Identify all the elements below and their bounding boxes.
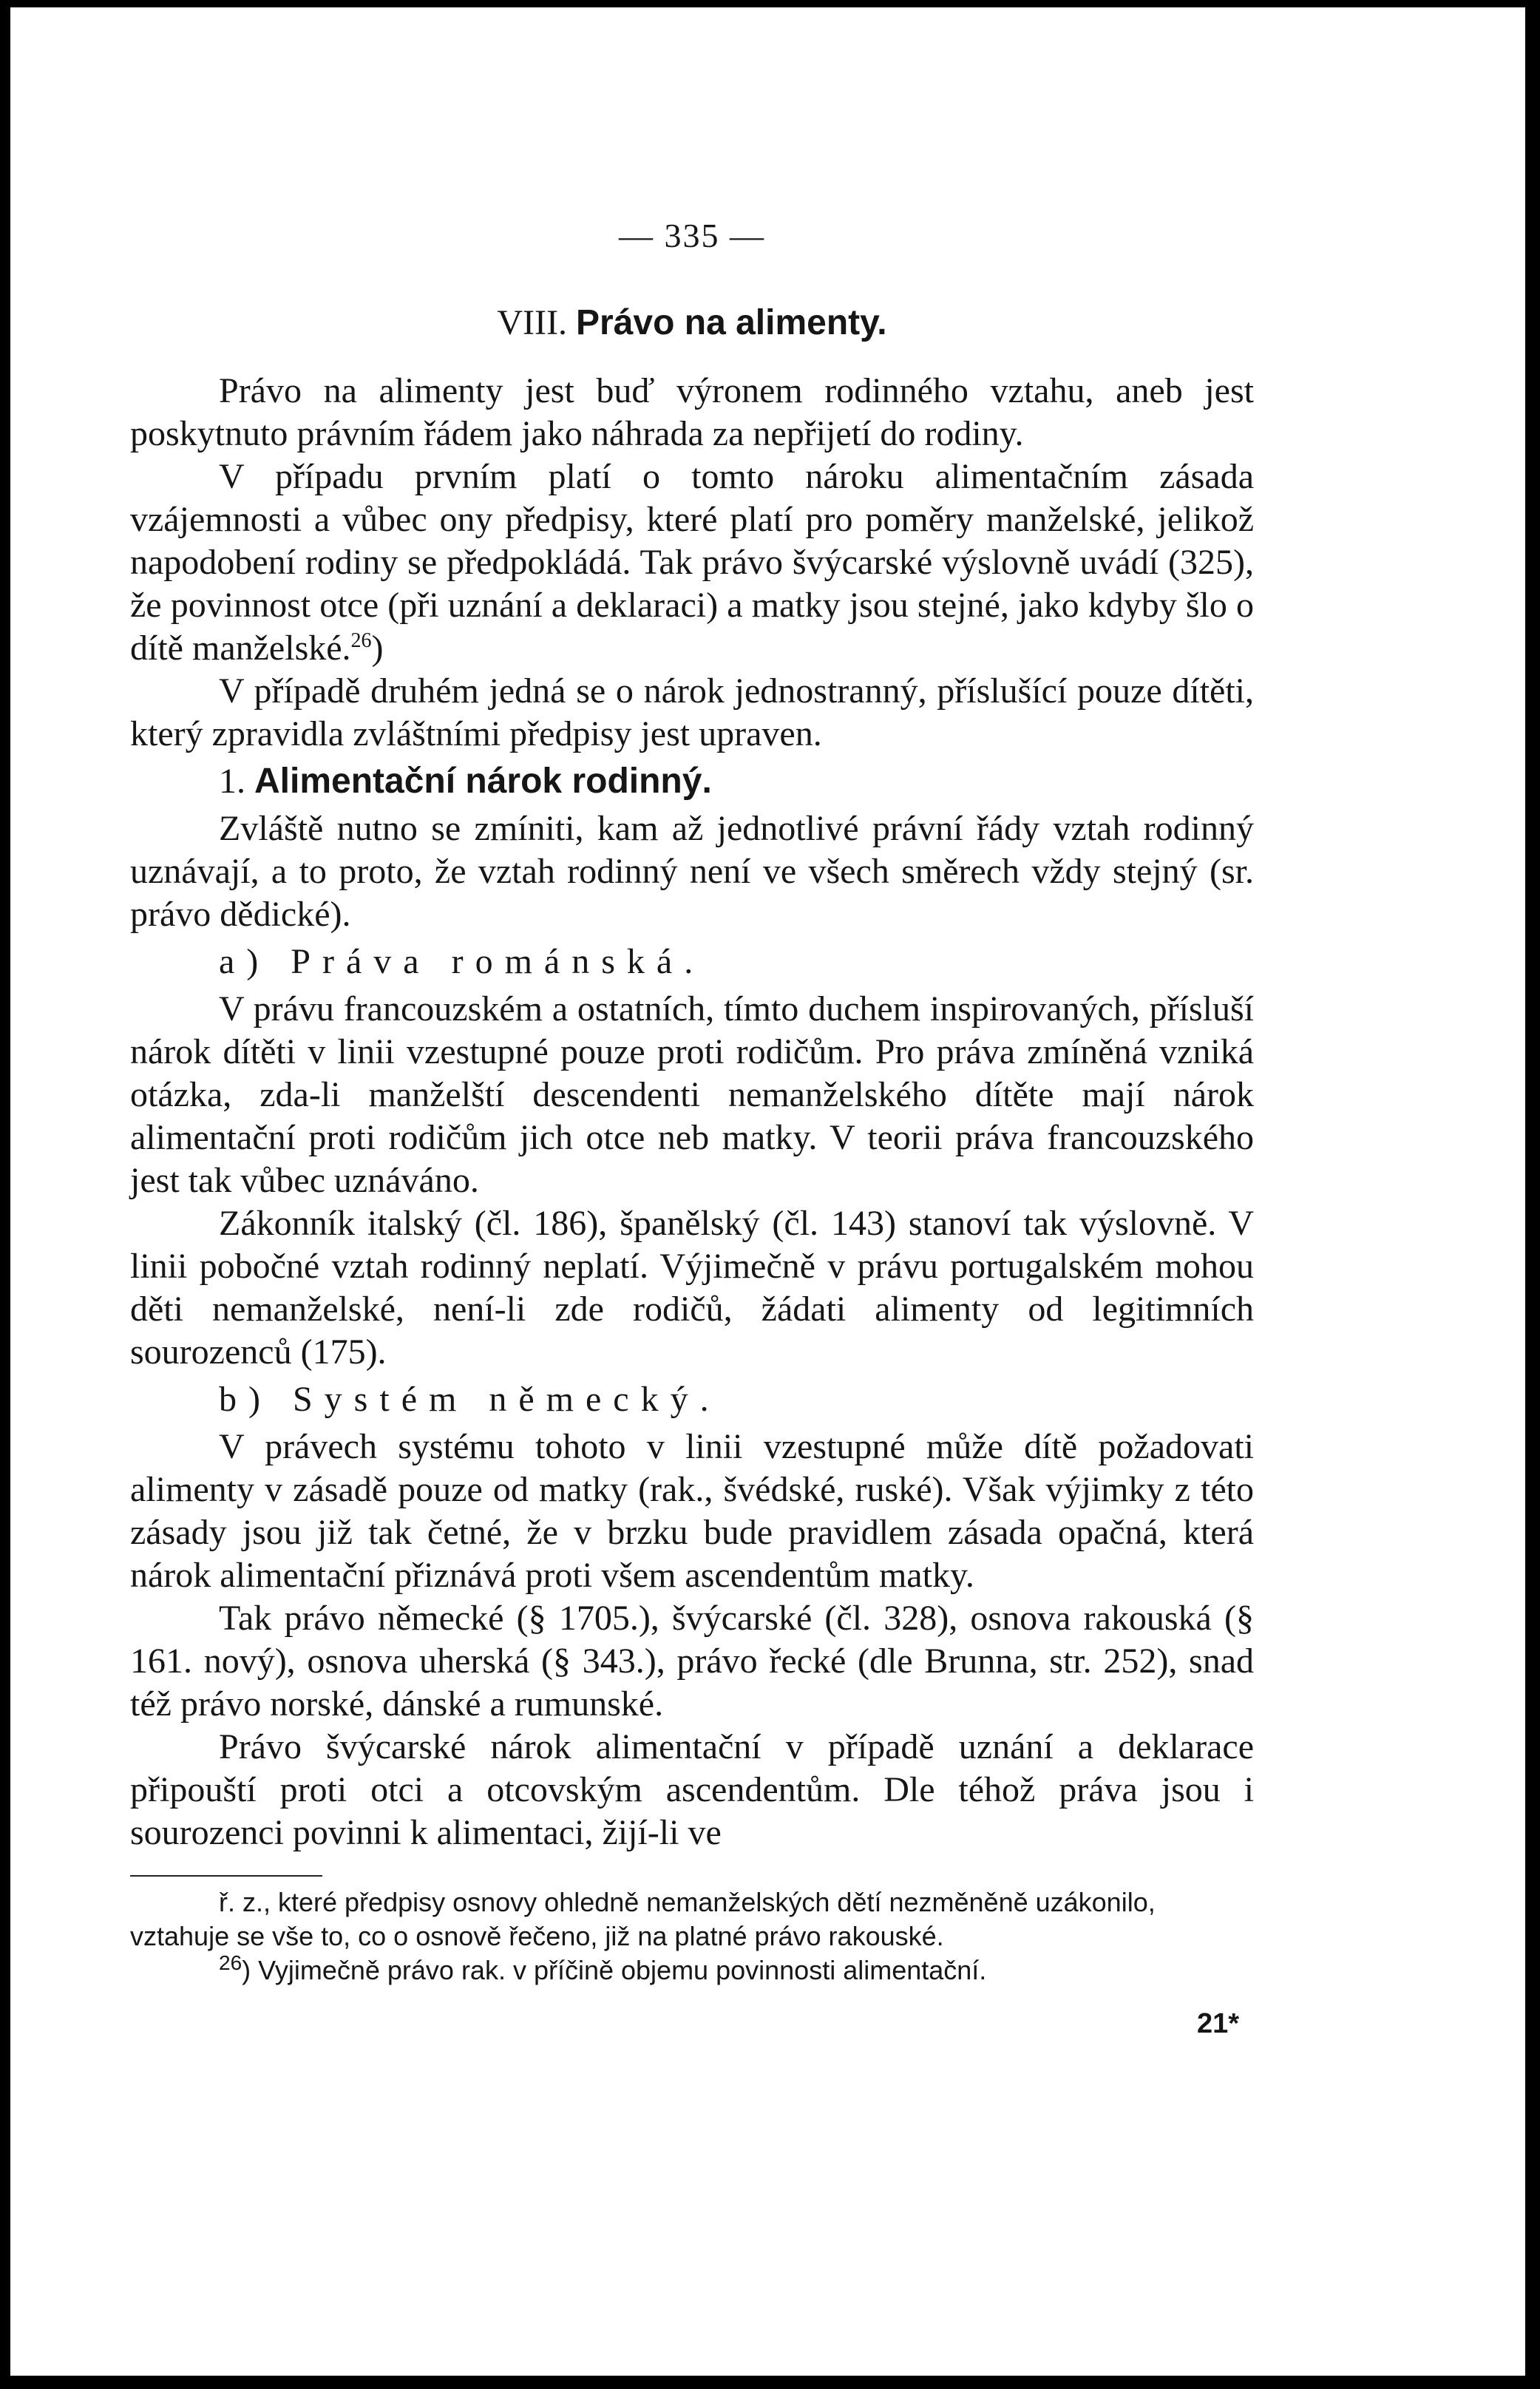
footnote: $^{26}$) Vyjimečně právo rak. v příčině objemu povinnosti alimentační. xyxy=(219,1951,987,1985)
subsection-heading-a xyxy=(130,941,1254,983)
paragraph: Zvláště nutno se zmíniti, kam až jednotlivé právní řády vztah rodinný uznávají, a to proto, že vztah rodinný není ve všech směrech vždy stejný (sr. právo dědické). xyxy=(130,809,1254,934)
paragraph: V případu prvním platí o tomto nároku alimentačním zásada vzájemnosti a vůbec ony předpisy, které platí pro poměry manželské, jelikož napodobení rodiny se předpokládá. Tak právo švýcarské výslovně uvádí (325), že povinnost otce (při uznání a deklaraci) a matky jsou stejné, jako kdyby šlo o dítě manželské.$^{26}$) xyxy=(130,457,1254,668)
subsection-title: b) Systém německý. xyxy=(219,1380,721,1419)
section-title: Alimentační nárok rodinný. xyxy=(254,762,712,801)
paragraph: Zákonník italský (čl. 186), španělský (čl. 143) stanoví tak výslovně. V linii pobočné vztah rodinný neplatí. Výjimečně v právu portugalském mohou děti nemanželské, není-li zde rodičů, žádati alimenty od legitimních sourozenců (175). xyxy=(130,1204,1254,1372)
footnote-label: 26 xyxy=(219,1951,242,1974)
footnote-text: Vyjimečně právo rak. v příčině objemu povinnosti alimentační. xyxy=(258,1955,987,1985)
footnote-divider xyxy=(130,1875,322,1877)
paragraph-text: V případu prvním platí o tomto nároku alimentačním zásada vzájemnosti a vůbec ony předpisy, které platí pro poměry manželské, jelikož napodobení rodiny se předpokládá. Tak právo švýcarské výslovně uvádí (325), že povinnost otce (při uznání a deklaraci) a matky jsou stejné, jako kdyby šlo o dítě manželské. xyxy=(130,457,1254,668)
chapter-number: VIII. xyxy=(497,303,567,342)
chapter-heading xyxy=(130,302,1254,345)
footnote-ref: 26 xyxy=(350,629,372,652)
subsection-heading-b xyxy=(130,1378,1254,1421)
section-number: 1. xyxy=(219,762,245,801)
book-page xyxy=(130,214,1254,2045)
page-number: — 335 — xyxy=(619,217,765,254)
subsection-title: a) Práva románská. xyxy=(219,942,705,981)
printer-signature: 21* xyxy=(1196,2008,1239,2039)
paragraph: Tak právo německé (§ 1705.), švýcarské (čl. 328), osnova rakouská (§ 161. nový), osnova uherská (§ 343.), právo řecké (dle Brunna, str. 252), snad též právo norské, dánské a rumunské. xyxy=(130,1599,1254,1724)
section-heading xyxy=(130,760,1254,803)
paragraph: V případě druhém jedná se o nárok jednostranný, příslušící pouze dítěti, který zpravidla zvláštními předpisy jest upraven. xyxy=(130,671,1254,753)
paragraph: V právu francouzském a ostatních, tímto duchem inspirovaných, přísluší nárok dítěti v linii vzestupné pouze proti rodičům. Pro práva zmíněná vzniká otázka, zda-li manželští descendenti nemanželského dítěte mají nárok alimentační proti rodičům jich otce neb matky. V teorii práva francouzského jest tak vůbec uznáváno. xyxy=(130,989,1254,1200)
paragraph: Právo na alimenty jest buď výronem rodinného vztahu, aneb jest poskytnuto právním řádem jako náhrada za nepřijetí do rodiny. xyxy=(130,371,1254,453)
footnote: ř. z., které předpisy osnovy ohledně nemanželských dětí nezměněně uzákonilo, vztahuje se vše to, co o osnově řečeno, již na platné právo rakouské. xyxy=(130,1887,1156,1951)
paragraph: V právech systému tohoto v linii vzestupné může dítě požadovati alimenty v zásadě pouze od matky (rak., švédské, ruské). Však výjimky z této zásady jsou již tak četné, že v brzku bude pravidlem zásada opačná, která nárok alimentační přiznává proti všem ascendentům matky. xyxy=(130,1427,1254,1595)
chapter-title: Právo na alimenty. xyxy=(576,303,887,342)
paragraph: Právo švýcarské nárok alimentační v případě uznání a deklarace připouští proti otci a otcovským ascendentům. Dle téhož práva jsou i sourozenci povinni k alimentaci, žijí-li ve xyxy=(130,1727,1254,1852)
